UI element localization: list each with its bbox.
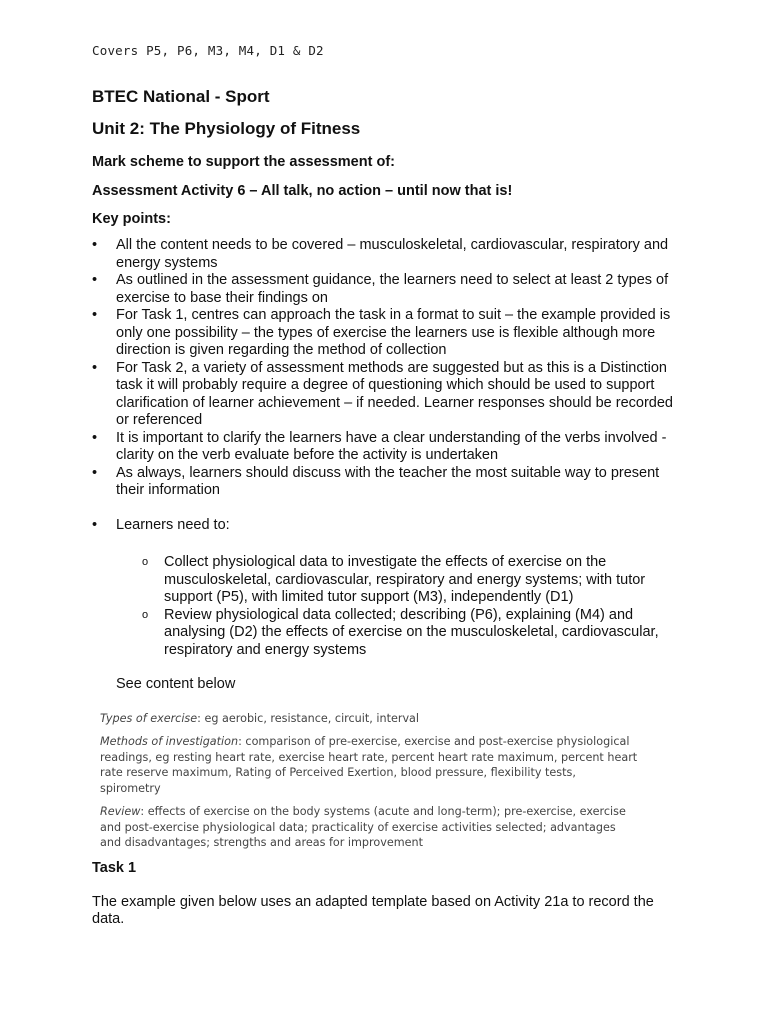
key-points-heading: Key points:	[92, 211, 171, 227]
circle-bullet-icon: o	[142, 556, 149, 568]
learners-need-list	[140, 554, 682, 659]
list-item-text: All the content needs to be covered – musculoskeletal, cardiovascular, respiratory and energy systems	[116, 237, 669, 271]
see-content-text: See content below	[116, 676, 236, 692]
excerpt-label: Review	[100, 805, 141, 818]
bullet-icon: •	[92, 307, 98, 323]
list-item-text: Collect physiological data to investigate the effects of exercise on the musculoskeletal, cardiovascular, respiratory and energy systems; with tutor support (P5), with limited tutor support (M3), independently (D1)	[164, 554, 646, 605]
list-item	[140, 554, 682, 607]
bullet-icon: •	[92, 237, 98, 253]
bullet-icon: •	[92, 429, 98, 446]
bullet-icon: •	[92, 359, 98, 376]
list-item	[92, 237, 682, 272]
bullet-icon: •	[92, 272, 98, 288]
excerpt-text: : eg aerobic, resistance, circuit, interval	[197, 711, 420, 725]
mark-scheme-heading: Mark scheme to support the assessment of:	[92, 154, 395, 170]
activity-heading: Assessment Activity 6 – All talk, no action – until now that is!	[92, 183, 513, 199]
list-item-text: As outlined in the assessment guidance, the learners need to select at least 2 types of exercise to base their findings on	[116, 272, 669, 306]
excerpt-label: Methods of investigation	[100, 735, 239, 748]
bullet-icon: •	[92, 516, 98, 533]
excerpt-label: Types of exercise	[100, 711, 198, 725]
list-item	[92, 430, 682, 465]
list-item	[92, 272, 682, 307]
list-item	[92, 517, 682, 535]
document-body	[92, 86, 682, 929]
document-title: BTEC National - Sport	[92, 87, 270, 106]
circle-bullet-icon: o	[142, 608, 149, 621]
list-item-text: For Task 1, centres can approach the task in a format to suit – the example provided is only one possibility – the types of exercise the learners use is flexible although more direction is given regarding the method of collection	[116, 307, 671, 358]
list-item-text: Review physiological data collected; describing (P6), explaining (M4) and analysing (D2) the effects of exercise on the musculoskeletal, cardiovascular, respiratory and energy systems	[164, 606, 659, 658]
excerpt-text: : effects of exercise on the body systems (acute and long-term); pre-exercise, exercise and post-exercise physiological data; practicality of exercise activities selected; advantages and disadvantages; strengths and areas for improvement	[100, 805, 626, 849]
excerpt-text: : comparison of pre-exercise, exercise and post-exercise physiological readings, eg resting heart rate, exercise heart rate, percent heart rate maximum, percent heart rate reserve maximum, Rating of Perceived Exertion, blood pressure, flexibility tests, spirometry	[100, 735, 638, 795]
covers-note: Covers P5, P6, M3, M4, D1 & D2	[92, 43, 324, 58]
bullet-icon: •	[92, 464, 98, 481]
task-1-heading: Task 1	[92, 859, 137, 876]
list-item-text: As always, learners should discuss with the teacher the most suitable way to present their information	[116, 464, 660, 498]
task-1-text: The example given below uses an adapted template based on Activity 21a to record the data.	[92, 893, 654, 927]
list-item	[92, 360, 682, 430]
unit-title: Unit 2: The Physiology of Fitness	[92, 119, 361, 138]
excerpt-types	[100, 711, 640, 727]
list-item	[92, 307, 682, 360]
list-item-text: It is important to clarify the learners have a clear understanding of the verbs involved - clarity on the verb evaluate before the activity is undertaken	[116, 429, 667, 463]
list-item-text: For Task 2, a variety of assessment methods are suggested but as this is a Distinction task it will probably require a degree of questioning which should be used to support clarification of learner achievement – if needed. Learner responses should be recorded or referenced	[116, 359, 673, 428]
excerpt-review	[100, 804, 640, 851]
content-excerpt	[100, 711, 640, 851]
list-item	[140, 607, 682, 660]
key-points-list	[92, 237, 682, 534]
learners-need-text: Learners need to:	[116, 516, 230, 533]
excerpt-methods	[100, 734, 640, 796]
list-item	[92, 465, 682, 500]
